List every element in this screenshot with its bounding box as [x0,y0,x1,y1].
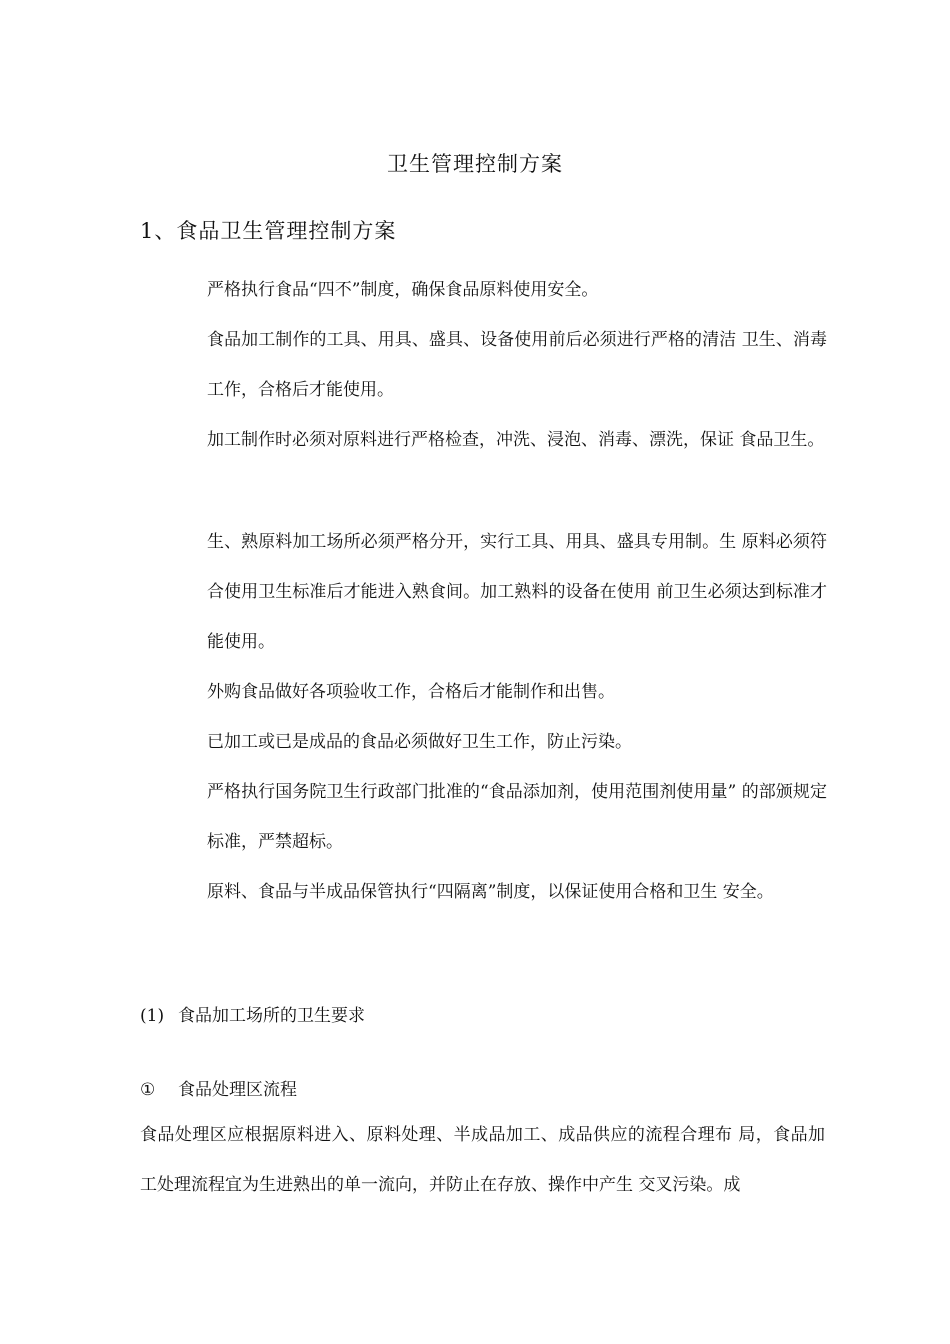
paragraph: 加工制作时必须对原料进行严格检查，冲洗、浸泡、消毒、漂洗，保证 食品卫生。 [207,430,825,450]
subsection-heading [140,1001,365,1026]
paragraph: 原料、食品与半成品保管执行“四隔离”制度，以保证使用合格和卫生 安全。 [207,882,774,902]
body-paragraph: 食品处理区应根据原料进入、原料处理、半成品加工、成品供应的流程合理布 局，食品加工处理流程宜为生进熟出的单一流向，并防止在存放、操作中产生 交叉污染。成 [140,1125,825,1195]
paragraph: 已加工或已是成品的食品必须做好卫生工作，防止污染。 [207,732,632,752]
subsubsection-title: 食品处理区流程 [178,1080,297,1100]
subsection-marker: (1) [140,1006,165,1026]
subsection-title: 食品加工场所的卫生要求 [178,1006,365,1026]
section-heading: 1、食品卫生管理控制方案 [140,219,397,243]
paragraph: 食品加工制作的工具、用具、盛具、设备使用前后必须进行严格的清洁 卫生、消毒工作，合格后才能使用。 [207,330,827,400]
paragraph: 生、熟原料加工场所必须严格分开，实行工具、用具、盛具专用制。生 原料必须符合使用卫生标准后才能进入熟食间。加工熟料的设备在使用 前卫生必须达到标准才能使用。 [207,532,827,652]
paragraph: 外购食品做好各项验收工作，合格后才能制作和出售。 [207,682,615,702]
document-title: 卫生管理控制方案 [387,152,563,176]
paragraph: 严格执行国务院卫生行政部门批准的“食品添加剂，使用范围剂使用量” 的部颁规定标准，严禁超标。 [207,782,827,852]
subsubsection-marker: ① [140,1080,156,1100]
paragraph: 严格执行食品“四不”制度，确保食品原料使用安全。 [207,280,599,300]
subsubsection-heading [140,1075,297,1100]
